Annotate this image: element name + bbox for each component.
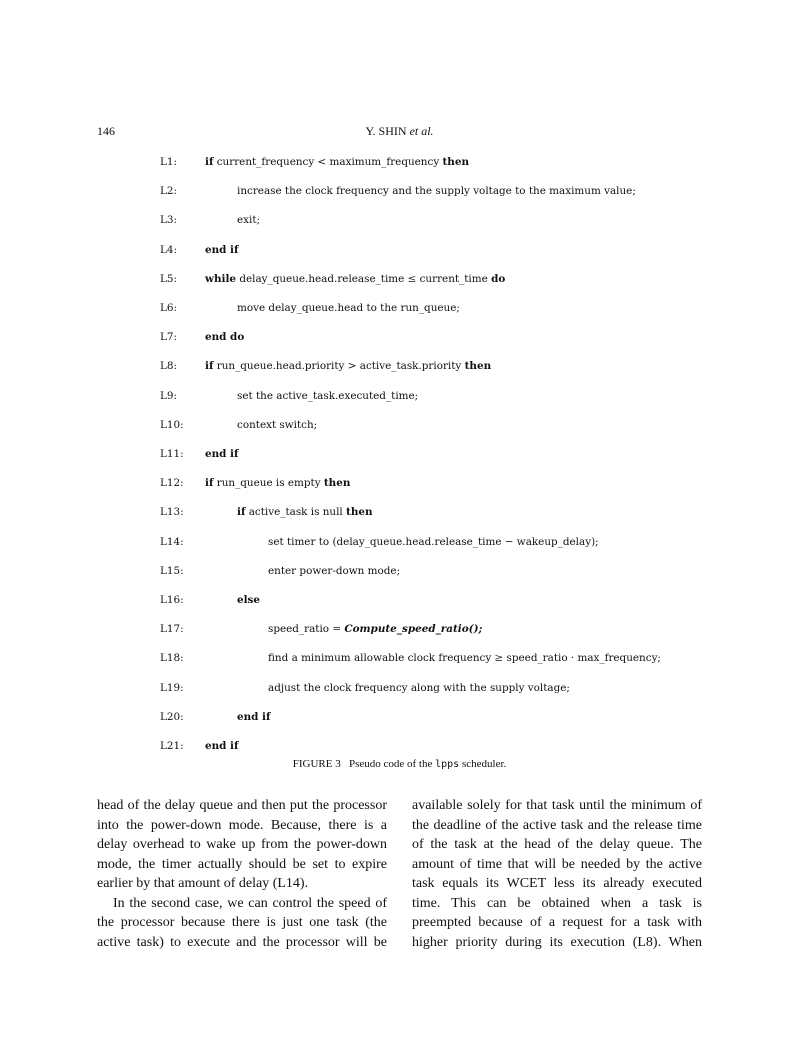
- code-line: [0, 534, 799, 550]
- code-line-number: L17:: [160, 623, 184, 636]
- code-line: [0, 738, 799, 754]
- code-line-text: [268, 534, 599, 550]
- code-line: [0, 475, 799, 491]
- code-line-text: [205, 738, 238, 754]
- code-line-number: L3:: [160, 214, 178, 227]
- code-line-text: [205, 329, 244, 345]
- body-line: mode, the timer actually should be set to expire: [97, 856, 387, 872]
- code-line: [0, 154, 799, 170]
- code-line: [0, 388, 799, 404]
- code-text: adjust the clock frequency along with the supply voltage;: [268, 681, 570, 694]
- code-line-text: [237, 592, 260, 608]
- page-header: [0, 124, 799, 140]
- code-keyword: end do: [205, 331, 245, 344]
- code-line-number: L15:: [160, 564, 184, 577]
- code-keyword: then: [464, 360, 492, 373]
- code-keyword: then: [323, 477, 351, 490]
- body-line: into the power-down mode. Because, there is a: [97, 817, 387, 833]
- code-text: active_task is null: [245, 506, 347, 519]
- caption-text-before: Pseudo code of the: [348, 758, 433, 770]
- caption-code-word: lpps: [435, 759, 460, 770]
- figure-label: FIGURE 3: [292, 758, 341, 770]
- body-line: the deadline of the active task and the release time: [412, 817, 702, 833]
- code-line: [0, 212, 799, 228]
- code-line-text: [268, 563, 400, 579]
- code-line-number: L9:: [160, 389, 178, 402]
- code-line-number: L1:: [160, 156, 178, 168]
- code-line: [0, 621, 799, 637]
- body-line: the processor because there is just one task (the: [97, 915, 387, 930]
- code-keyword: if: [205, 360, 214, 373]
- code-text: run_queue.head.priority > active_task.priority: [213, 360, 465, 373]
- running-head: [0, 124, 799, 139]
- code-text: speed_ratio =: [268, 623, 345, 636]
- code-line-number: L20:: [160, 710, 184, 723]
- code-line: [0, 358, 799, 374]
- code-line: [0, 242, 799, 258]
- code-line-text: [268, 650, 661, 666]
- code-line-number: L11:: [160, 448, 184, 460]
- code-line-number: L10:: [160, 418, 184, 431]
- code-line-number: L7:: [160, 331, 178, 344]
- code-keyword: end if: [205, 740, 239, 752]
- code-line-text: [268, 680, 570, 696]
- code-line-number: L2:: [160, 185, 178, 198]
- code-line-text: [237, 212, 260, 228]
- code-text: current_frequency < maximum_frequency: [213, 156, 443, 168]
- code-line-number: L4:: [160, 243, 178, 256]
- code-keyword: while: [205, 272, 237, 285]
- code-line: [0, 183, 799, 199]
- code-text: move delay_queue.head to the run_queue;: [237, 302, 460, 314]
- code-text: exit;: [237, 214, 261, 227]
- code-line-number: L8:: [160, 360, 178, 373]
- code-line-text: [205, 154, 469, 170]
- code-text: find a minimum allowable clock frequency ≥ speed_ratio · max_frequency;: [268, 652, 661, 665]
- code-line: [0, 504, 799, 520]
- body-line: higher priority during its execution (L8). When: [412, 934, 702, 950]
- body-line: available solely for that task until the minimum of: [412, 798, 702, 813]
- code-line-number: L14:: [160, 535, 184, 548]
- code-line-number: L18:: [160, 652, 184, 665]
- code-keyword: end if: [205, 448, 239, 460]
- code-line-text: [237, 300, 460, 316]
- code-keyword: do: [491, 272, 506, 285]
- code-line: [0, 417, 799, 433]
- code-line: [0, 271, 799, 287]
- code-text: increase the clock frequency and the supply voltage to the maximum value;: [237, 185, 636, 198]
- code-line-text: [205, 475, 350, 491]
- code-keyword: if: [205, 477, 214, 490]
- code-line-number: L6:: [160, 302, 178, 314]
- body-line: task equals its WCET less its already executed: [412, 876, 702, 891]
- code-line: [0, 300, 799, 316]
- code-line-number: L12:: [160, 477, 184, 490]
- code-keyword: if: [205, 156, 214, 168]
- code-text: set the active_task.executed_time;: [237, 389, 419, 402]
- body-line: delay overhead to wake up from the power-down: [97, 837, 387, 852]
- code-text: set timer to (delay_queue.head.release_time − wakeup_delay);: [268, 535, 599, 548]
- code-line: [0, 592, 799, 608]
- code-line-number: L19:: [160, 681, 184, 694]
- code-keyword: end if: [205, 243, 239, 256]
- code-text: run_queue is empty: [213, 477, 324, 490]
- figure-caption: [0, 758, 799, 770]
- code-line: [0, 680, 799, 696]
- code-text: delay_queue.head.release_time ≤ current_time: [236, 272, 492, 285]
- page-number: 146: [97, 124, 115, 138]
- code-line: [0, 650, 799, 666]
- body-line: time. This can be obtained when a task is: [412, 895, 702, 911]
- code-line-text: [237, 388, 418, 404]
- body-line: In the second case, we can control the speed of: [113, 895, 387, 911]
- code-keyword: if: [237, 506, 246, 519]
- body-line: active task) to execute and the processor will be: [97, 934, 387, 950]
- code-keyword: then: [442, 156, 470, 168]
- running-head-author: Y. SHIN: [365, 124, 407, 138]
- code-line-text: [237, 709, 270, 725]
- code-line-text: [205, 446, 238, 462]
- code-line-number: L21:: [160, 740, 184, 752]
- code-function: Compute_speed_ratio();: [344, 623, 483, 636]
- code-line-number: L16:: [160, 594, 184, 606]
- code-keyword: end if: [237, 710, 271, 723]
- code-line: [0, 329, 799, 345]
- caption-text-after: scheduler.: [461, 758, 507, 770]
- code-line-number: L13:: [160, 506, 184, 519]
- code-line-text: [268, 621, 482, 637]
- code-line-text: [205, 271, 505, 287]
- code-line: [0, 446, 799, 462]
- code-keyword: else: [237, 594, 261, 606]
- code-line-text: [237, 504, 373, 520]
- code-line: [0, 563, 799, 579]
- code-keyword: then: [346, 506, 373, 519]
- code-line-text: [205, 358, 491, 374]
- running-head-etal: et al.: [409, 124, 434, 138]
- code-line-text: [237, 417, 317, 433]
- code-line-number: L5:: [160, 272, 178, 285]
- code-line: [0, 709, 799, 725]
- body-line: preempted because of a request for a task with: [412, 915, 702, 930]
- code-line-text: [237, 183, 636, 199]
- body-column-left: [97, 796, 387, 952]
- body-column-right: [412, 796, 702, 952]
- code-text: enter power-down mode;: [268, 564, 401, 577]
- code-text: context switch;: [237, 418, 318, 431]
- body-line: amount of time that will be needed by the active: [412, 856, 702, 872]
- body-line: earlier by that amount of delay (L14).: [97, 876, 309, 891]
- body-line: of the task at the head of the delay queue. The: [412, 837, 702, 852]
- code-line-text: [205, 242, 238, 258]
- body-line: head of the delay queue and then put the processor: [97, 798, 387, 813]
